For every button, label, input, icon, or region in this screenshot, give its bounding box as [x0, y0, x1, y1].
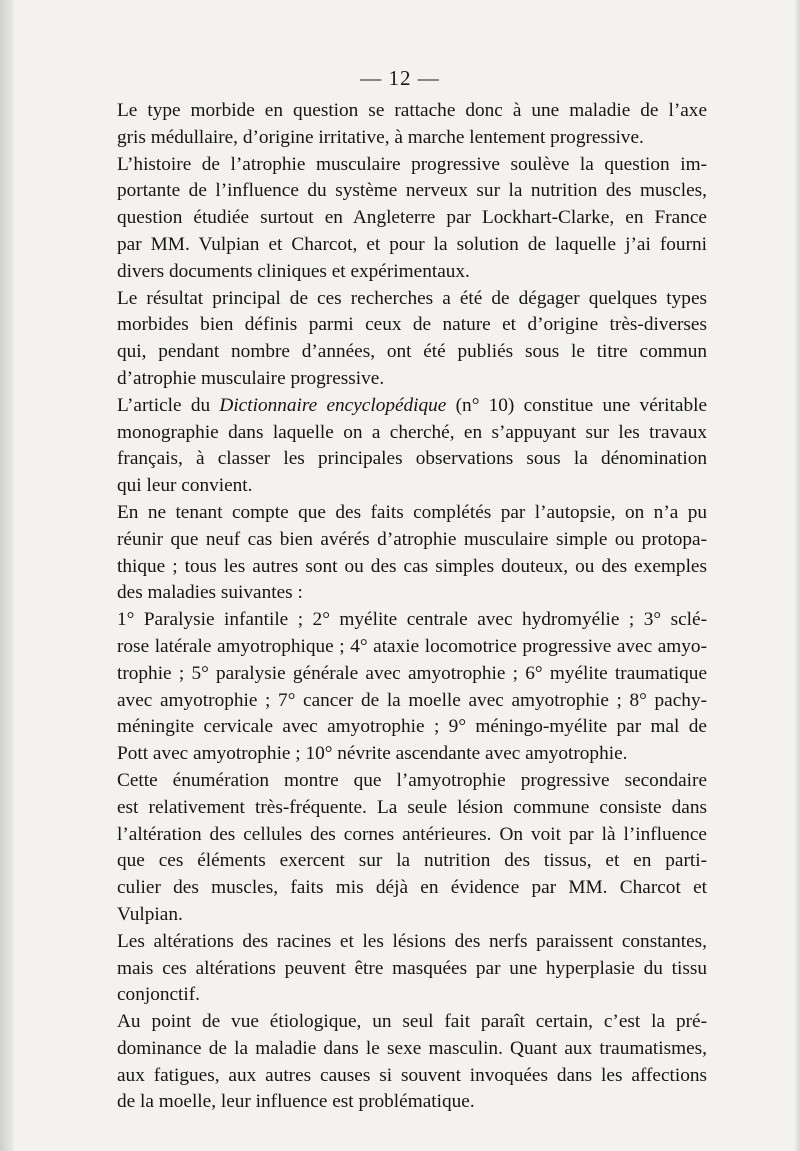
paragraph [117, 393, 707, 500]
dictionary-title: Dictionnaire encyclopédique [219, 394, 447, 416]
page-number: — 12 — [360, 66, 440, 90]
text-line: est relativement très-fréquente. La seule lésion commune consiste dans [117, 796, 707, 818]
text-line: question étudiée surtout en Angleterre par Lockhart-Clarke, en France [117, 207, 707, 229]
paragraph [117, 768, 707, 929]
text-line: gris médullaire, d’origine irritative, à marche lentement progressive. [117, 126, 644, 148]
text-line: d’atrophie musculaire progressive. [117, 367, 385, 389]
text-line: Le résultat principal de ces recherches a été de dégager quelques types [117, 287, 707, 309]
paragraph [117, 500, 707, 607]
text-line: En ne tenant compte que des faits complétés par l’autopsie, on n’a pu [117, 501, 707, 523]
text-line: mais ces altérations peuvent être masquées par une hyperplasie du tissu [117, 957, 707, 979]
text-line [117, 393, 707, 420]
text-line: dominance de la maladie dans le sexe masculin. Quant aux traumatismes, [117, 1037, 707, 1059]
text-line: qui leur convient. [117, 475, 253, 497]
text-line: morbides bien définis parmi ceux de nature et d’origine très-diverses [117, 314, 707, 336]
text-fragment: (n° 10) constitue une véritable [446, 394, 708, 416]
paragraph [117, 286, 707, 393]
text-line: trophie ; 5° paralysie générale avec amyotrophie ; 6° myélite traumatique [117, 662, 707, 684]
text-line: aux fatigues, aux autres causes si souvent invoquées dans les affections [117, 1064, 707, 1086]
text-line: réunir que neuf cas bien avérés d’atrophie musculaire simple ou protopa- [117, 528, 707, 550]
text-line: français, à classer les principales observations sous la dénomination [117, 448, 707, 470]
page-binding-edge [0, 0, 14, 1151]
text-line: Cette énumération montre que l’amyotrophie progressive secondaire [117, 769, 707, 791]
text-line: portante de l’influence du système nerveux sur la nutrition des muscles, [117, 180, 707, 202]
text-line: de la moelle, leur influence est problématique. [117, 1091, 475, 1113]
text-line: Pott avec amyotrophie ; 10° névrite ascendante avec amyotrophie. [117, 743, 628, 765]
text-line: avec amyotrophie ; 7° cancer de la moelle avec amyotrophie ; 8° pachy- [117, 689, 707, 711]
paragraph [117, 929, 707, 1009]
paragraph [117, 607, 707, 768]
text-line: conjonctif. [117, 984, 200, 1006]
paragraph [117, 1009, 707, 1116]
body-text [117, 98, 707, 1116]
text-line: Les altérations des racines et les lésions des nerfs paraissent constantes, [117, 930, 707, 952]
text-line: L’histoire de l’atrophie musculaire progressive soulève la question im- [117, 153, 707, 175]
text-line: l’altération des cellules des cornes antérieures. On voit par là l’influence [117, 823, 707, 845]
text-line: culier des muscles, faits mis déjà en évidence par MM. Charcot et [117, 877, 707, 899]
text-line: rose latérale amyotrophique ; 4° ataxie locomotrice progressive avec amyo- [117, 635, 707, 657]
paragraph [117, 98, 707, 152]
text-line: Le type morbide en question se rattache donc à une maladie de l’axe [117, 100, 707, 121]
text-line: des maladies suivantes : [117, 582, 303, 604]
page-right-shadow [794, 0, 800, 1151]
text-line: 1° Paralysie infantile ; 2° myélite centrale avec hydromyélie ; 3° sclé- [117, 609, 707, 631]
text-line: divers documents cliniques et expérimentaux. [117, 260, 470, 282]
text-line: thique ; tous les autres sont ou des cas simples douteux, ou des exemples [117, 555, 707, 577]
text-line: Vulpian. [117, 903, 183, 925]
text-line: méningite cervicale avec amyotrophie ; 9° méningo-myélite par mal de [117, 716, 707, 738]
text-fragment: L’article du [117, 394, 220, 416]
text-line: Au point de vue étiologique, un seul fait paraît certain, c’est la pré- [117, 1011, 707, 1033]
text-line: par MM. Vulpian et Charcot, et pour la solution de laquelle j’ai fourni [117, 233, 707, 255]
text-line: que ces éléments exercent sur la nutrition des tissus, et en parti- [117, 850, 707, 872]
text-line: qui, pendant nombre d’années, ont été publiés sous le titre commun [117, 341, 707, 363]
text-line: monographie dans laquelle on a cherché, en s’appuyant sur les travaux [117, 421, 707, 443]
paragraph [117, 152, 707, 286]
